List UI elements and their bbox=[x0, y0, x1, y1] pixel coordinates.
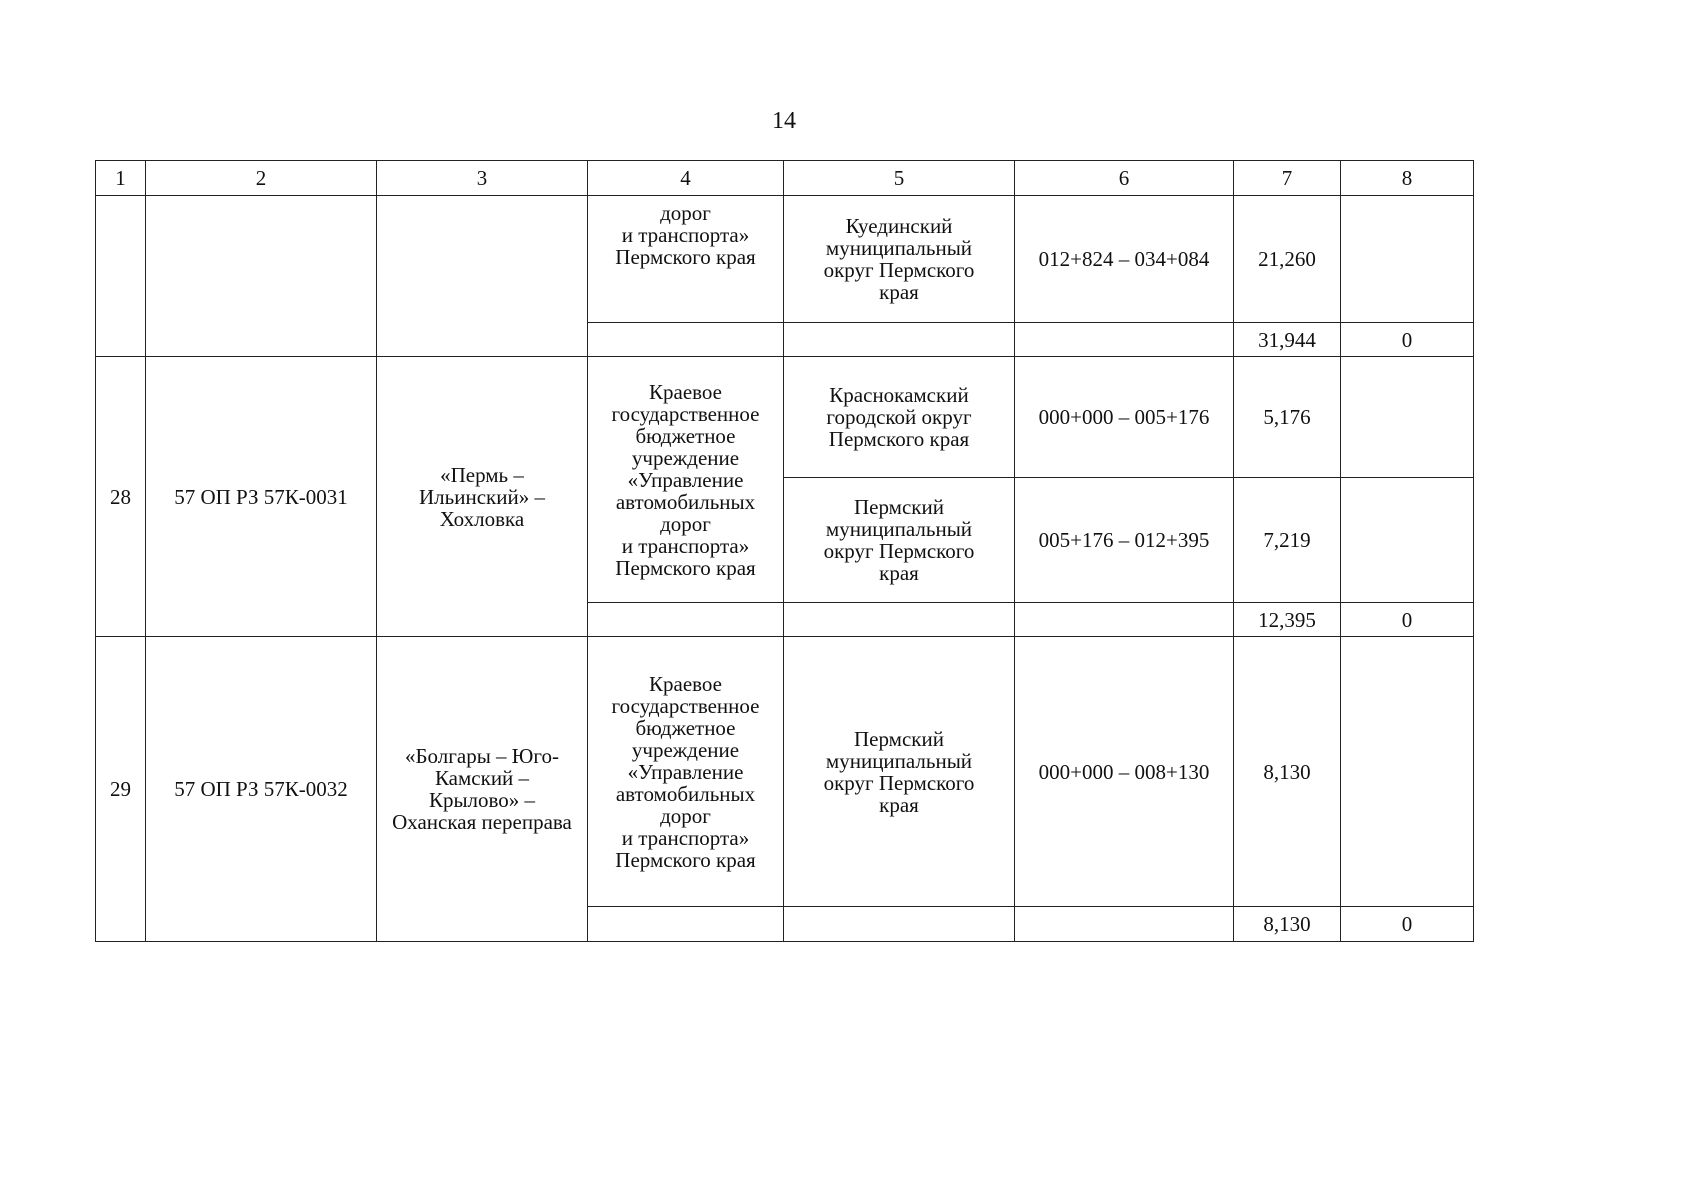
empty-cell bbox=[588, 603, 784, 637]
header-cell: 4 bbox=[588, 161, 784, 196]
col8-cell bbox=[1341, 478, 1474, 603]
empty-cell bbox=[1015, 907, 1234, 942]
total-col8-cell: 0 bbox=[1341, 603, 1474, 637]
district-text: Пермский муниципальный округ Пермского края bbox=[823, 495, 975, 585]
code-cell: 57 ОП РЗ 57К-0031 bbox=[146, 357, 377, 637]
header-cell: 1 bbox=[96, 161, 146, 196]
name-cell bbox=[377, 637, 588, 942]
header-row bbox=[96, 161, 1474, 196]
header-cell: 2 bbox=[146, 161, 377, 196]
total-length-cell: 8,130 bbox=[1234, 907, 1341, 942]
owner-text: дорог и транспорта» Пермского края bbox=[615, 201, 756, 269]
empty-cell bbox=[784, 323, 1015, 357]
owner-cell bbox=[588, 357, 784, 603]
empty-cell bbox=[1015, 323, 1234, 357]
district-text: Пермский муниципальный округ Пермского края bbox=[823, 726, 975, 817]
num-cell: 29 bbox=[96, 637, 146, 942]
owner-cell bbox=[588, 196, 784, 323]
total-col8-cell: 0 bbox=[1341, 907, 1474, 942]
range-cell: 005+176 – 012+395 bbox=[1015, 478, 1234, 603]
district-cell bbox=[784, 478, 1015, 603]
col8-cell bbox=[1341, 357, 1474, 478]
header-cell: 3 bbox=[377, 161, 588, 196]
district-cell bbox=[784, 357, 1015, 478]
length-cell: 7,219 bbox=[1234, 478, 1341, 603]
roads-table bbox=[95, 160, 1474, 942]
total-length-cell: 12,395 bbox=[1234, 603, 1341, 637]
code-cell bbox=[146, 196, 377, 357]
empty-cell bbox=[1015, 603, 1234, 637]
total-col8-cell: 0 bbox=[1341, 323, 1474, 357]
empty-cell bbox=[588, 907, 784, 942]
header-cell: 8 bbox=[1341, 161, 1474, 196]
header-cell: 7 bbox=[1234, 161, 1341, 196]
district-text: Краснокамский городской округ Пермского края bbox=[826, 383, 972, 451]
name-cell bbox=[377, 357, 588, 637]
table-row bbox=[96, 637, 1474, 907]
length-cell: 5,176 bbox=[1234, 357, 1341, 478]
range-cell: 000+000 – 008+130 bbox=[1015, 637, 1234, 907]
page-number: 14 bbox=[772, 108, 796, 134]
num-cell bbox=[96, 196, 146, 357]
header-cell: 6 bbox=[1015, 161, 1234, 196]
length-cell: 21,260 bbox=[1234, 196, 1341, 323]
name-text: «Болгары – Юго- Камский – Крылово» – Оханская переправа bbox=[392, 744, 572, 834]
total-length-cell: 31,944 bbox=[1234, 323, 1341, 357]
name-text: «Пермь – Ильинский» – Хохловка bbox=[419, 462, 545, 531]
table-row bbox=[96, 357, 1474, 478]
code-cell: 57 ОП РЗ 57К-0032 bbox=[146, 637, 377, 942]
empty-cell bbox=[588, 323, 784, 357]
owner-text: Краевое государственное бюджетное учреждение «Управление автомобильных дорог и транспорта» Пермского края bbox=[611, 379, 760, 580]
col8-cell bbox=[1341, 637, 1474, 907]
num-cell: 28 bbox=[96, 357, 146, 637]
col8-cell bbox=[1341, 196, 1474, 323]
owner-cell bbox=[588, 637, 784, 907]
name-cell bbox=[377, 196, 588, 357]
district-cell bbox=[784, 637, 1015, 907]
district-text: Куединский муниципальный округ Пермского края bbox=[823, 214, 975, 304]
length-cell: 8,130 bbox=[1234, 637, 1341, 907]
range-cell: 012+824 – 034+084 bbox=[1015, 196, 1234, 323]
empty-cell bbox=[784, 603, 1015, 637]
range-cell: 000+000 – 005+176 bbox=[1015, 357, 1234, 478]
district-cell bbox=[784, 196, 1015, 323]
table-row bbox=[96, 196, 1474, 323]
empty-cell bbox=[784, 907, 1015, 942]
owner-text: Краевое государственное бюджетное учреждение «Управление автомобильных дорог и транспорта» Пермского края bbox=[611, 671, 760, 872]
header-cell: 5 bbox=[784, 161, 1015, 196]
